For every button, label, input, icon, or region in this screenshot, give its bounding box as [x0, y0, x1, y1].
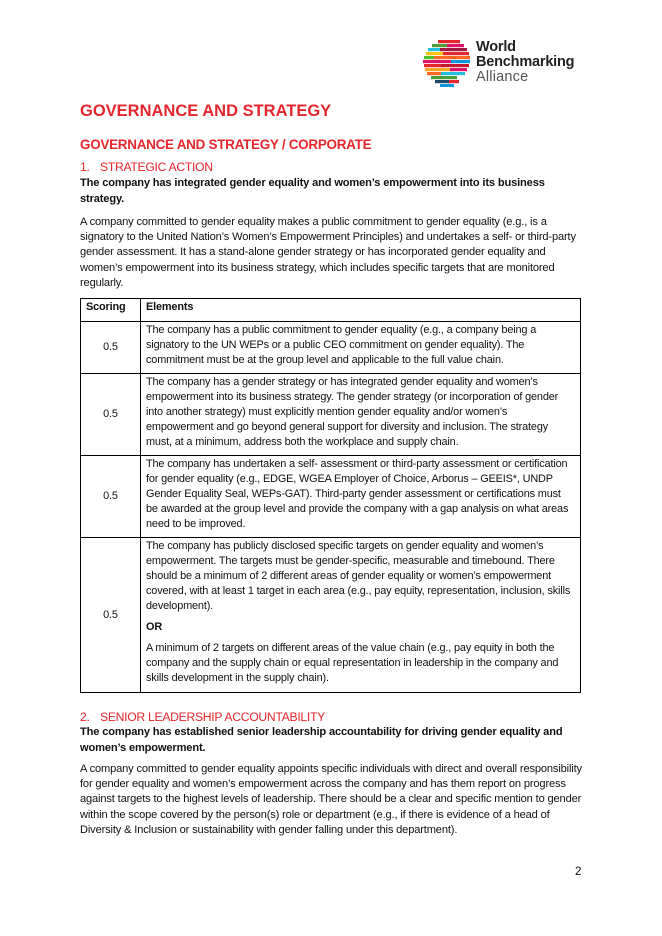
or-separator: OR [146, 621, 163, 633]
table-header-row [81, 299, 581, 322]
logo-line-benchmarking: Benchmarking [476, 54, 575, 70]
score-cell: 0.5 [81, 538, 141, 693]
world-benchmarking-alliance-logo [423, 38, 588, 90]
page-title: GOVERNANCE AND STRATEGY [80, 102, 332, 120]
table-row [81, 456, 581, 538]
element-text: The company has a gender strategy or has integrated gender equality and women’s empowerment into its business strategy. The gender strategy (or incorporation of gender into another strategy) must explicitly mention gender equality and/or women’s empowerment and go beyond general support for diversity and inclusion. The strategy must, at a minimum, address both the workplace and supply chain. [146, 376, 559, 448]
column-header-scoring: Scoring [81, 299, 141, 322]
section-heading-text: SENIOR LEADERSHIP ACCOUNTABILITY [100, 710, 325, 724]
element-cell [141, 456, 581, 538]
section-number: 2. [80, 710, 90, 724]
element-cell [141, 322, 581, 374]
page-number: 2 [575, 866, 582, 878]
element-alt-text: A minimum of 2 targets on different areas of the value chain (e.g., pay equity in both the company and the supply chain or equal representation in leadership in the company and skills development in the supply chain). [146, 642, 559, 684]
section-heading-senior-leadership [80, 710, 325, 724]
element-text: The company has publicly disclosed specific targets on gender equality and women’s empowerment. The targets must be gender-specific, measurable and timebound. There should be a minimum of 2 different areas of gender equality or women’s empowerment covered, with at least 1 target in each area (e.g., pay equity, representation, inclusion, skills development). [146, 540, 571, 612]
table-row [81, 538, 581, 693]
element-cell [141, 374, 581, 456]
table-row [81, 322, 581, 374]
logo-wordmark [476, 40, 574, 85]
logo-line-world: World [476, 39, 516, 55]
page-subtitle: GOVERNANCE AND STRATEGY / CORPORATE [80, 137, 372, 152]
section-description: A company committed to gender equality makes a public commitment to gender equality (e.g., is a signatory to the United Nation’s Women’s Empowerment Principles) and undertakes a self- or third-party gender assessment. It has a stand-alone gender strategy or has incorporated gender equality and women’s empowerment into its business strategy, which includes specific targets that are monitored regularly. [80, 216, 576, 289]
section-lead-statement: The company has established senior leadership accountability for driving gender equality and women’s empowerment. [80, 726, 563, 754]
section-heading-text: STRATEGIC ACTION [100, 160, 213, 174]
score-cell: 0.5 [81, 374, 141, 456]
globe-stripes-icon [423, 38, 471, 88]
section-heading-strategic-action [80, 160, 213, 174]
table-row [81, 374, 581, 456]
element-text: The company has a public commitment to gender equality (e.g., a company being a signatory to the UN WEPs or a public CEO commitment on gender equality). The commitment must be at the group level and applicable to the full value chain. [146, 324, 537, 366]
section-lead-statement: The company has integrated gender equality and women’s empowerment into its business strategy. [80, 177, 545, 205]
logo-line-alliance: Alliance [476, 69, 529, 85]
column-header-elements: Elements [141, 299, 581, 322]
score-cell: 0.5 [81, 322, 141, 374]
score-cell: 0.5 [81, 456, 141, 538]
scoring-table [80, 298, 581, 693]
element-text: The company has undertaken a self- assessment or third-party assessment or certification for gender equality (e.g., EDGE, WGEA Employer of Choice, Arborus – GEEIS*, UNDP Gender Equality Seal, WEPs-GAT). Third-party gender assessment or certifications must be awarded at the group level and provide the company with a gap analysis on what areas need to be improved. [146, 458, 569, 530]
section-description: A company committed to gender equality appoints specific individuals with direct and overall responsibility for gender equality and women’s empowerment across the company and has them report on progress against targets to the highest levels of leadership. There should be a clear and specific mention to gender within the scope covered by the person(s) role or department (e.g., if there is evidence of a head of Diversity & Inclusion or sustainability with gender falling under this department). [80, 763, 582, 836]
element-cell [141, 538, 581, 693]
section-number: 1. [80, 160, 90, 174]
